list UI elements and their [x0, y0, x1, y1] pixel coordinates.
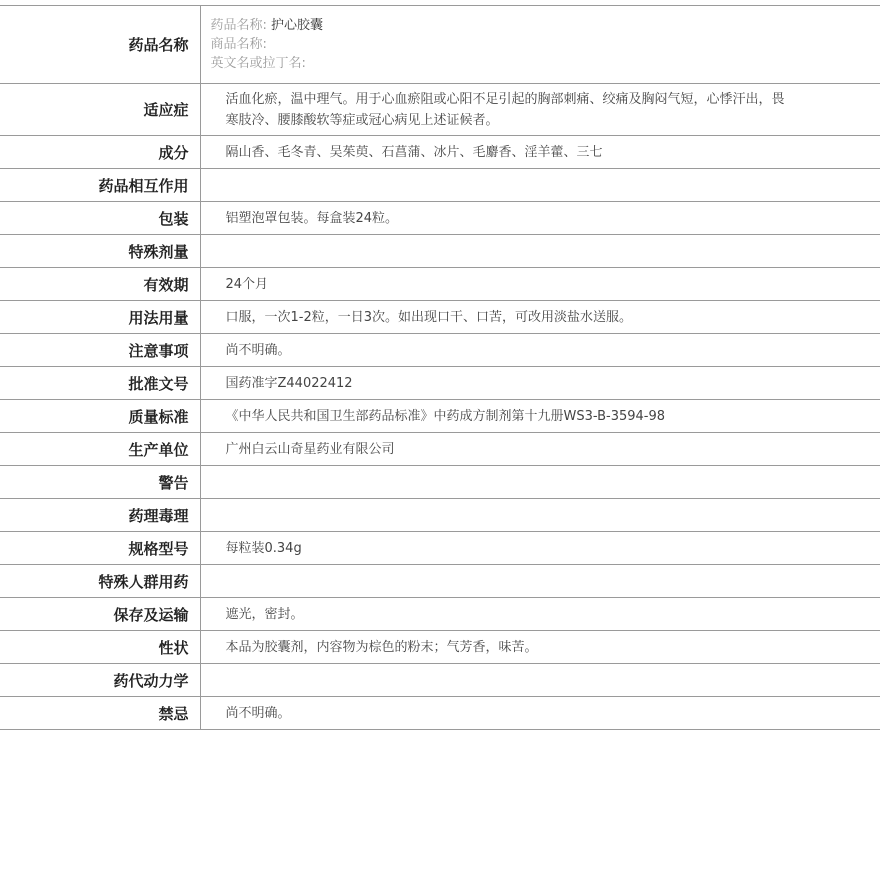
info-row-pharmacokinetics — [0, 664, 880, 697]
row-label: 药代动力学 — [0, 664, 200, 697]
row-value: 《中华人民共和国卫生部药品标准》中药成方制剂第十九册WS3-B-3594-98 — [200, 400, 880, 433]
row-label: 有效期 — [0, 268, 200, 301]
info-row-manufacturer — [0, 433, 880, 466]
row-value: 铝塑泡罩包装。每盒装24粒。 — [200, 202, 880, 235]
info-row-contraindications — [0, 697, 880, 730]
info-row-storage — [0, 598, 880, 631]
row-value: 活血化瘀，温中理气。用于心血瘀阻或心阳不足引起的胸部刺痛、绞痛及胸闷气短，心悸汗出，畏寒肢冷、腰膝酸软等症或冠心病见上述证候者。 — [200, 84, 880, 136]
row-label: 特殊人群用药 — [0, 565, 200, 598]
row-value: 每粒装0.34g — [200, 532, 880, 565]
info-row-appearance — [0, 631, 880, 664]
row-value — [200, 169, 880, 202]
row-label: 性状 — [0, 631, 200, 664]
row-label: 药理毒理 — [0, 499, 200, 532]
drug-name-block — [201, 16, 791, 73]
row-value: 国药准字Z44022412 — [200, 367, 880, 400]
info-row-interactions — [0, 169, 880, 202]
english-name-key: 英文名或拉丁名: — [210, 56, 306, 71]
row-value — [200, 235, 880, 268]
row-label: 药品相互作用 — [0, 169, 200, 202]
row-label: 适应症 — [0, 84, 200, 136]
row-value: 本品为胶囊剂，内容物为棕色的粉末；气芳香，味苦。 — [200, 631, 880, 664]
row-value: 遮光，密封。 — [200, 598, 880, 631]
row-value: 24个月 — [200, 268, 880, 301]
info-row-special-dosage — [0, 235, 880, 268]
info-row-dosage — [0, 301, 880, 334]
row-label: 批准文号 — [0, 367, 200, 400]
info-row-quality-standard — [0, 400, 880, 433]
row-label: 生产单位 — [0, 433, 200, 466]
row-label: 用法用量 — [0, 301, 200, 334]
row-value — [200, 499, 880, 532]
row-value: 尚不明确。 — [200, 697, 880, 730]
info-row-ingredients — [0, 136, 880, 169]
info-row-approval-number — [0, 367, 880, 400]
trade-name-key: 商品名称: — [210, 37, 267, 52]
info-row-packaging — [0, 202, 880, 235]
info-row-special-populations — [0, 565, 880, 598]
row-value — [200, 664, 880, 697]
generic-name-key: 药品名称: — [210, 18, 267, 33]
row-label: 警告 — [0, 466, 200, 499]
drug-info-table — [0, 5, 880, 730]
english-name-line — [211, 54, 791, 73]
row-value — [200, 466, 880, 499]
generic-name-line — [211, 16, 791, 35]
generic-name-value: 护心胶囊 — [271, 18, 324, 33]
info-row-indication — [0, 84, 880, 136]
drug-name-row — [0, 6, 880, 84]
row-value — [200, 565, 880, 598]
row-label: 禁忌 — [0, 697, 200, 730]
row-value: 口服，一次1-2粒，一日3次。如出现口干、口苦，可改用淡盐水送服。 — [200, 301, 880, 334]
row-value: 广州白云山奇星药业有限公司 — [200, 433, 880, 466]
row-label: 药品名称 — [0, 6, 200, 84]
row-value: 隔山香、毛冬青、吴茱萸、石菖蒲、冰片、毛麝香、淫羊藿、三七 — [200, 136, 880, 169]
row-label: 包装 — [0, 202, 200, 235]
row-label: 注意事项 — [0, 334, 200, 367]
row-label: 保存及运输 — [0, 598, 200, 631]
row-label: 质量标准 — [0, 400, 200, 433]
row-value: 尚不明确。 — [200, 334, 880, 367]
row-label: 成分 — [0, 136, 200, 169]
info-row-specification — [0, 532, 880, 565]
row-label: 特殊剂量 — [0, 235, 200, 268]
row-label: 规格型号 — [0, 532, 200, 565]
trade-name-line — [211, 35, 791, 54]
info-row-precautions — [0, 334, 880, 367]
info-row-pharmacology — [0, 499, 880, 532]
drug-name-cell — [200, 6, 880, 84]
info-row-shelf-life — [0, 268, 880, 301]
info-row-warning — [0, 466, 880, 499]
